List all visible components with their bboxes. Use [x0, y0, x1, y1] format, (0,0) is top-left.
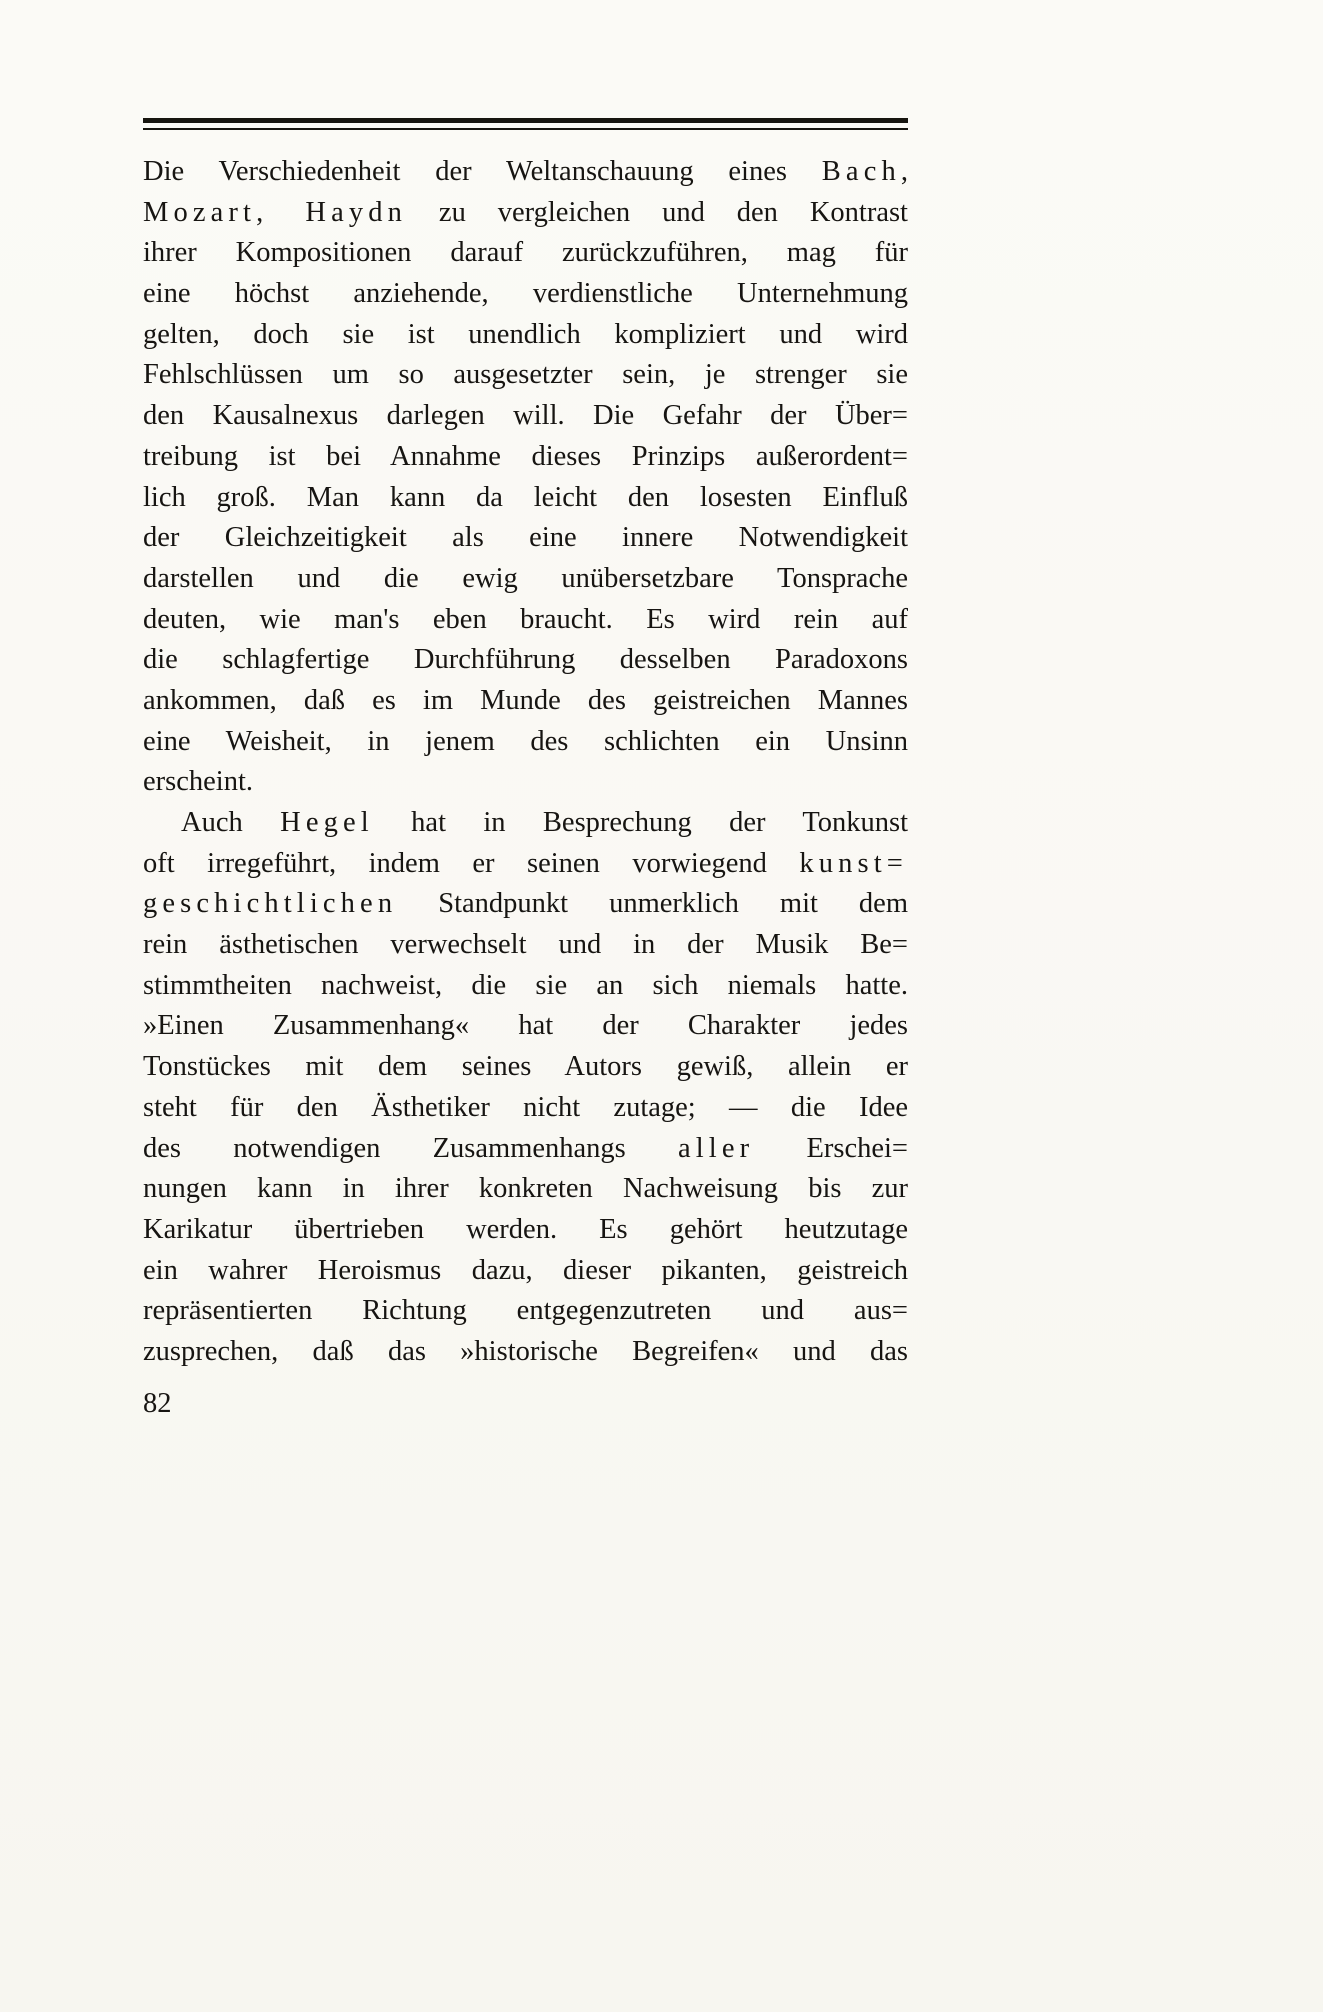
- text-segment: oft irregeführt, indem er seinen vorwiegend: [143, 847, 800, 879]
- text-line: [143, 966, 908, 1007]
- text-segment: Erschei=: [754, 1132, 908, 1164]
- text-line: [143, 559, 908, 600]
- text-segment: rein ästhetischen verwechselt und in der Musik Be=: [143, 929, 908, 961]
- text-segment: ,: [900, 156, 908, 187]
- text-line: [143, 1210, 908, 1251]
- text-segment: eine höchst anziehende, verdienstliche Unternehmung: [143, 278, 908, 310]
- text-segment: hat in Besprechung der Tonkunst: [373, 807, 908, 838]
- text-line: [143, 1088, 908, 1129]
- text-segment: repräsentierten Richtung entgegenzutreten und aus=: [143, 1295, 908, 1327]
- letterspaced-text: aller: [677, 1132, 755, 1164]
- text-line: [143, 1129, 908, 1170]
- page-number: 82: [143, 1388, 172, 1419]
- text-line: [143, 803, 908, 844]
- text-segment: eine Weisheit, in jenem des schlichten ein Unsinn: [143, 725, 908, 757]
- text-segment: Fehlschlüssen um so ausgesetzter sein, je strenger sie: [143, 359, 908, 391]
- text-line: [143, 396, 908, 437]
- text-line: [143, 1047, 908, 1088]
- text-line: [143, 437, 908, 478]
- text-segment: ihrer Kompositionen darauf zurückzuführen, mag für: [143, 237, 908, 269]
- text-line: [143, 681, 908, 722]
- text-segment: deuten, wie man's eben braucht. Es wird rein auf: [143, 603, 908, 635]
- text-segment: gelten, doch sie ist unendlich kompliziert und wird: [143, 318, 908, 350]
- text-line: [143, 274, 908, 315]
- text-line: [143, 518, 908, 559]
- text-segment: Die Verschiedenheit der Weltanschauung eines: [143, 156, 822, 187]
- text-segment: die schlagfertige Durchführung desselben Paradoxons: [143, 644, 908, 676]
- text-segment: steht für den Ästhetiker nicht zutage; — die Idee: [143, 1091, 908, 1123]
- text-segment: stimmtheiten nachweist, die sie an sich niemals hatte.: [143, 969, 908, 1001]
- text-line: [143, 193, 908, 234]
- text-segment: darstellen und die ewig unübersetzbare Tonsprache: [143, 562, 908, 594]
- letterspaced-text: Bach: [821, 156, 901, 187]
- text-line: [143, 478, 908, 519]
- text-line: [143, 1291, 908, 1332]
- text-segment: treibung ist bei Annahme dieses Prinzips außerordent=: [143, 440, 908, 472]
- text-line: [143, 722, 908, 763]
- divider-rule: [143, 118, 908, 130]
- text-line: [143, 600, 908, 641]
- text-segment: den Kausalnexus darlegen will. Die Gefahr der Über=: [143, 400, 908, 432]
- text-line: [143, 355, 908, 396]
- text-line: [143, 640, 908, 681]
- text-line: [143, 762, 908, 803]
- text-segment: »Einen Zusammenhang« hat der Charakter jedes: [143, 1010, 908, 1042]
- text-segment: lich groß. Man kann da leicht den losesten Einfluß: [143, 481, 908, 513]
- text-segment: Standpunkt unmerklich mit dem: [397, 888, 908, 920]
- text-line: [143, 925, 908, 966]
- text-line: [143, 844, 908, 885]
- text-segment: ein wahrer Heroismus dazu, dieser pikanten, geistreich: [143, 1254, 908, 1286]
- text-segment: ankommen, daß es im Munde des geistreichen Mannes: [143, 684, 908, 716]
- text-line: [143, 1251, 908, 1292]
- text-line: [143, 152, 908, 193]
- text-segment: nungen kann in ihrer konkreten Nachweisung bis zur: [143, 1173, 908, 1205]
- text-line: [143, 233, 908, 274]
- text-block: [143, 152, 908, 1373]
- letterspaced-text: Hegel: [280, 807, 374, 838]
- text-segment: zusprechen, daß das »historische Begreifen« und das: [143, 1335, 908, 1367]
- text-segment: Tonstückes mit dem seines Autors gewiß, allein er: [143, 1051, 908, 1083]
- text-segment: zu vergleichen und den Kontrast: [407, 196, 908, 228]
- text-segment: der Gleichzeitigkeit als eine innere Notwendigkeit: [143, 522, 908, 554]
- letterspaced-text: Mozart, Haydn: [143, 196, 408, 228]
- text-segment: des notwendigen Zusammenhangs: [143, 1132, 678, 1164]
- text-segment: Auch: [181, 807, 281, 838]
- text-line: [143, 1332, 908, 1373]
- text-segment: erscheint.: [143, 766, 253, 798]
- text-line: [143, 1169, 908, 1210]
- text-line: [143, 884, 908, 925]
- text-line: [143, 315, 908, 356]
- letterspaced-text: kunst=: [799, 847, 908, 879]
- text-segment: Karikatur übertrieben werden. Es gehört heutzutage: [143, 1213, 908, 1245]
- letterspaced-text: geschichtlichen: [143, 888, 398, 920]
- text-line: [143, 1006, 908, 1047]
